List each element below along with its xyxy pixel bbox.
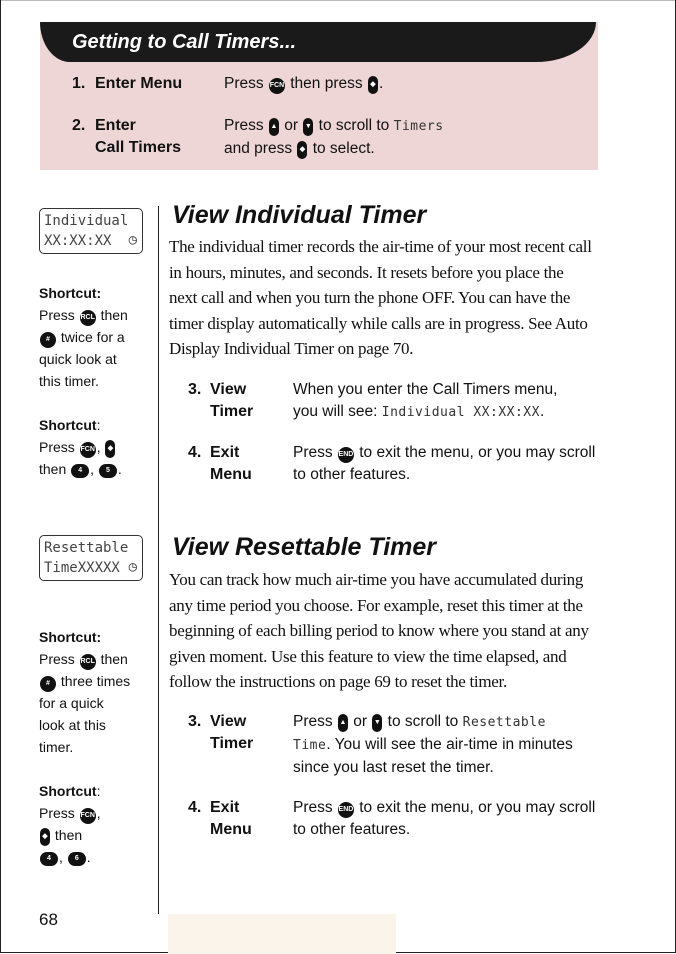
column-divider <box>158 206 159 914</box>
section-title-resettable: View Resettable Timer <box>172 533 437 561</box>
fcn-key-icon: FCN <box>269 78 285 94</box>
step-4-label <box>210 797 252 841</box>
pound-key-icon: # <box>40 332 56 348</box>
section-body-individual: The individual timer records the air-time of your most recent call in hours, minutes, and seconds. It resets before you place the next call and when you turn the phone OFF. You can have the timer display automatically while calls are in progress. See Auto Display Individual Timer on page 70. <box>169 237 592 358</box>
text: . <box>86 849 91 865</box>
select-key-icon: ◆ <box>105 440 115 458</box>
pound-key-icon: # <box>40 676 56 692</box>
down-arrow-key-icon: ▼ <box>303 118 313 136</box>
text: , <box>96 805 101 821</box>
text: twice for a <box>60 329 125 345</box>
select-key-icon: ◆ <box>297 141 307 159</box>
shortcut-title: Shortcut <box>39 417 97 433</box>
text: three times <box>60 673 131 689</box>
text: View <box>210 381 247 398</box>
step-3-number: 3. <box>188 713 202 730</box>
text: Press <box>39 805 75 821</box>
fcn-key-icon: FCN <box>80 442 96 458</box>
text: for a quick <box>39 695 104 711</box>
shortcut-title: Shortcut: <box>39 629 102 645</box>
end-key-icon: END <box>338 447 354 463</box>
page-number: 68 <box>39 910 58 929</box>
lcd-line: Resettable <box>44 540 129 556</box>
text: then <box>100 651 128 667</box>
text: or <box>353 713 368 730</box>
text: to other features. <box>293 466 411 483</box>
clock-icon: ◷ <box>128 559 137 575</box>
banner-step-2-desc <box>224 115 444 160</box>
shortcut-title: Shortcut: <box>39 285 102 301</box>
text: Menu <box>210 466 252 483</box>
key-4-icon: 4 <box>40 852 58 866</box>
banner-step-2-label <box>95 115 181 159</box>
lcd-line: Individual <box>44 213 129 229</box>
text: or <box>284 117 299 134</box>
text: to other features. <box>293 821 411 838</box>
step-3-desc <box>293 711 603 779</box>
up-arrow-key-icon: ▲ <box>269 118 279 136</box>
text: then press <box>290 75 363 92</box>
text: , <box>96 439 101 455</box>
text: then <box>54 827 83 843</box>
text: Menu <box>210 821 252 838</box>
text: Press <box>39 307 75 323</box>
text: since you last reset the timer. <box>293 759 494 776</box>
text: Exit <box>210 444 240 461</box>
end-key-icon: END <box>338 802 354 818</box>
text: . You will see the air-time in minutes <box>326 736 573 753</box>
banner-step-2-number: 2. <box>72 117 86 134</box>
lcd-line: TimeXXXXX <box>44 560 120 576</box>
text: When you enter the Call Timers menu, <box>293 381 558 398</box>
step-3-label <box>210 379 253 423</box>
text: and press <box>224 140 293 157</box>
text: Enter <box>95 117 136 134</box>
text: Press <box>39 439 75 455</box>
lcd-text: Timers <box>393 119 444 134</box>
text: . <box>117 461 122 477</box>
rcl-key-icon: RCL <box>80 654 96 670</box>
banner-title: Getting to Call Timers... <box>72 31 297 53</box>
shortcut-4: Shortcut: Press FCN , ◆ then 4 , 6 . <box>39 783 101 865</box>
section-title-individual: View Individual Timer <box>172 201 427 229</box>
key-4-icon: 4 <box>71 464 89 478</box>
text: timer. <box>39 739 74 755</box>
text: . <box>539 403 545 420</box>
text: then <box>39 461 67 477</box>
lcd-line: XX:XX:XX <box>44 233 112 249</box>
text: View <box>210 713 247 730</box>
key-6-icon: 6 <box>68 852 86 866</box>
text: Exit <box>210 799 240 816</box>
text: . <box>378 75 384 92</box>
text: quick look at <box>39 351 117 367</box>
shortcut-1 <box>39 282 151 392</box>
lcd-display-resettable <box>39 535 143 581</box>
banner-step-1-label: Enter Menu <box>95 75 183 92</box>
banner-step-1-number: 1. <box>72 75 86 92</box>
text: Timer <box>210 403 254 420</box>
step-3-number: 3. <box>188 381 202 398</box>
step-3-desc <box>293 379 593 424</box>
text: , <box>90 461 95 477</box>
text: Press <box>293 799 333 816</box>
shortcut-3 <box>39 626 151 758</box>
text: to select. <box>312 140 375 157</box>
down-arrow-key-icon: ▼ <box>372 714 382 732</box>
step-3-label <box>210 711 253 755</box>
text: Press <box>224 117 264 134</box>
up-arrow-key-icon: ▲ <box>338 714 348 732</box>
shortcut-title: Shortcut <box>39 783 97 799</box>
text: Call Timers <box>95 139 181 156</box>
text: Press <box>293 444 333 461</box>
step-4-desc <box>293 797 603 841</box>
step-4-number: 4. <box>188 444 202 461</box>
text: Timer <box>210 735 254 752</box>
text: Press <box>39 651 75 667</box>
select-key-icon: ◆ <box>40 828 50 846</box>
clock-icon: ◷ <box>128 232 137 248</box>
text: look at this <box>39 717 106 733</box>
banner-step-1-desc <box>224 73 383 95</box>
lcd-display-individual <box>39 208 143 254</box>
lcd-text: Time <box>293 738 327 753</box>
text: Press <box>224 75 264 92</box>
text: then <box>100 307 128 323</box>
step-4-desc <box>293 442 603 486</box>
section-body-resettable: You can track how much air-time you have accumulated during any time period you choose. For example, reset this timer at the beginning of each billing period to know where you stand at any given moment. Use this feature to view the time elapsed, and follow the instructions on page 69 to reset the timer. <box>169 570 589 691</box>
text: to exit the menu, or you may scroll <box>359 799 596 816</box>
footer-tab <box>168 914 396 954</box>
text: to exit the menu, or you may scroll <box>359 444 596 461</box>
lcd-text: Individual XX:XX:XX <box>381 405 540 420</box>
text: to scroll to <box>318 117 390 134</box>
lcd-text: Resettable <box>462 715 546 730</box>
shortcut-2: Shortcut: Press FCN , ◆ then 4 , 5 . <box>39 417 122 477</box>
text: you will see: <box>293 403 378 420</box>
step-4-label <box>210 442 252 486</box>
step-4-number: 4. <box>188 799 202 816</box>
text: , <box>59 849 63 865</box>
text: to scroll to <box>387 713 459 730</box>
key-5-icon: 5 <box>99 464 117 478</box>
select-key-icon: ◆ <box>368 76 378 94</box>
text: this timer. <box>39 373 99 389</box>
rcl-key-icon: RCL <box>80 310 96 326</box>
fcn-key-icon: FCN <box>80 808 96 824</box>
text: Press <box>293 713 333 730</box>
